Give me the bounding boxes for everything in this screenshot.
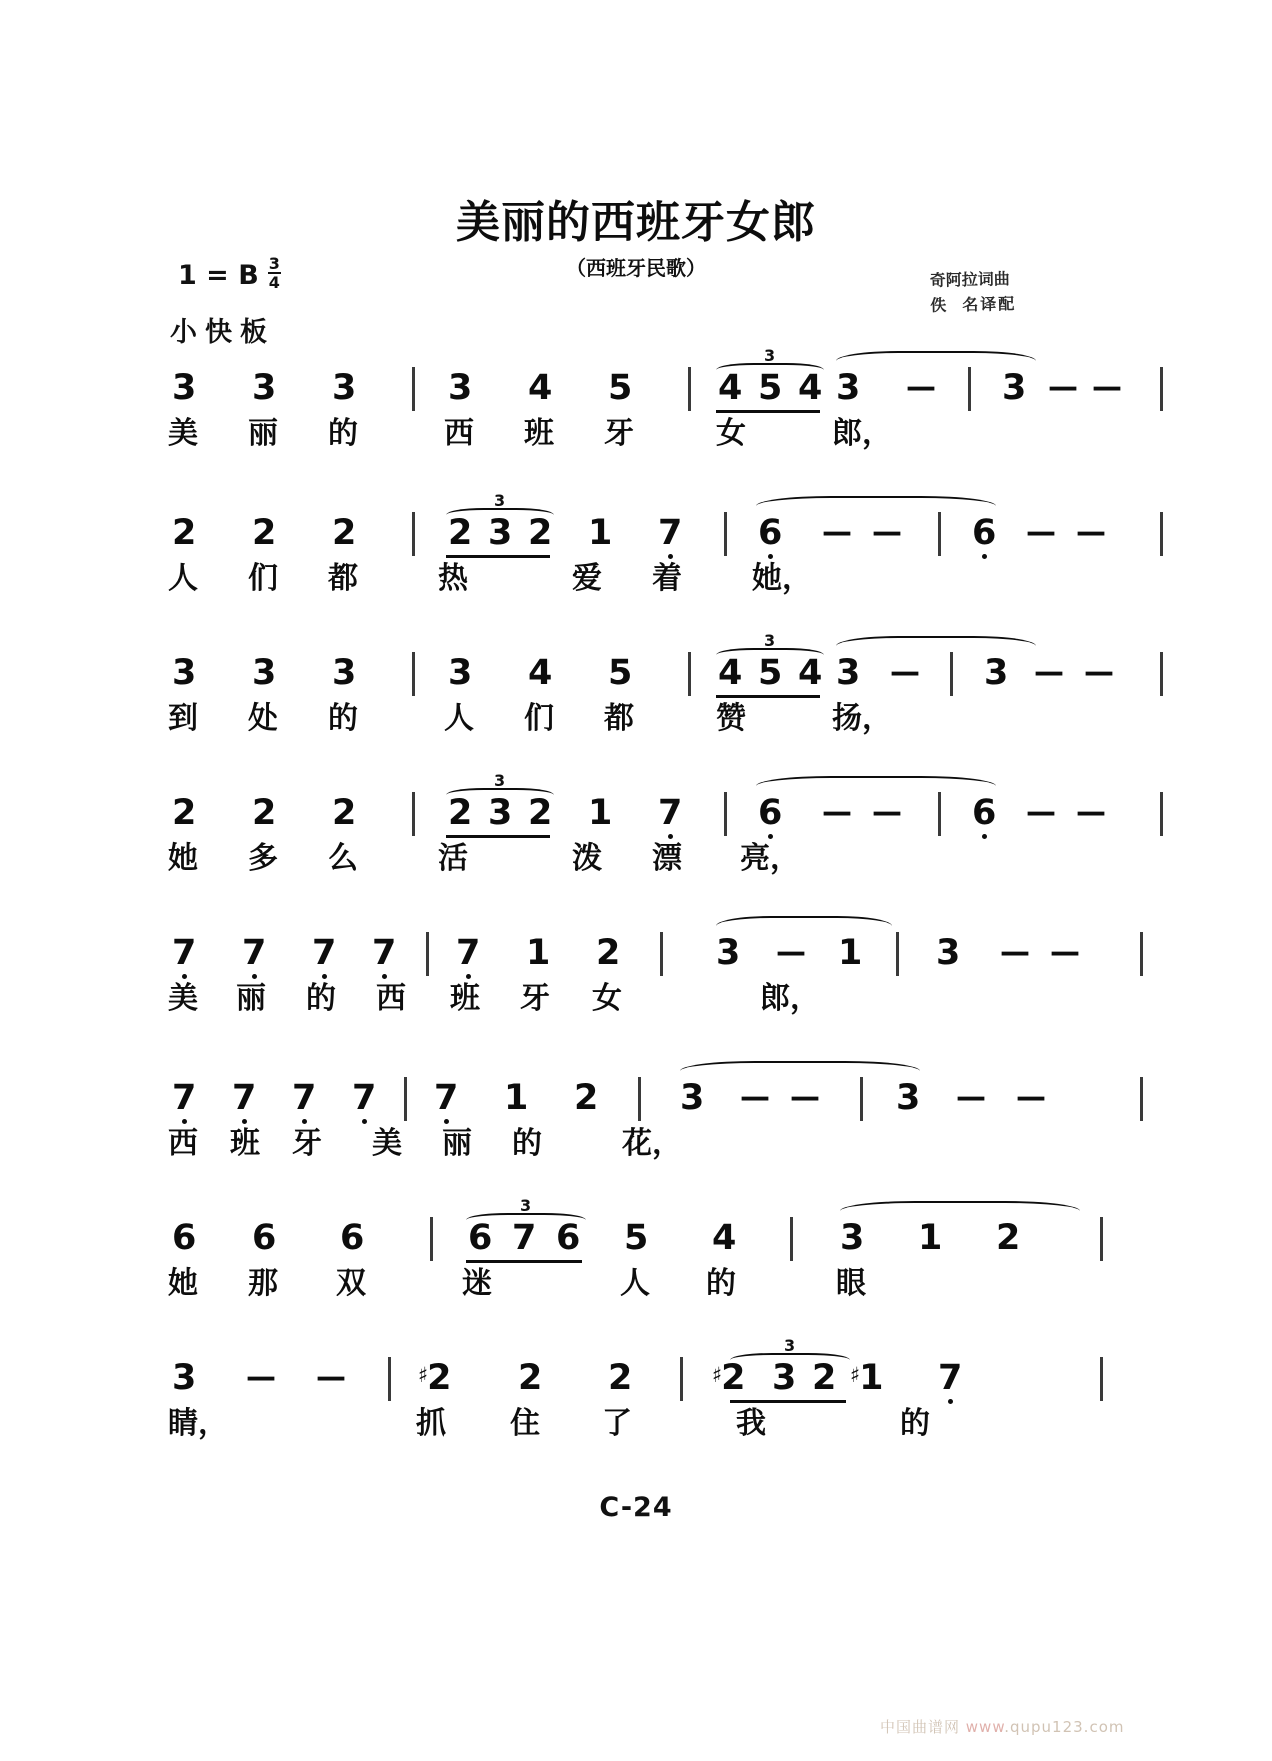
note: 5 <box>758 653 783 693</box>
lyric: 处 <box>248 701 278 736</box>
note: — <box>1026 515 1056 550</box>
note-row: 2 2 2 3 2 3 2 1 7 6 — — 6 — — <box>160 500 1140 562</box>
music-system-3 <box>160 631 1140 768</box>
note: 6 <box>252 1218 277 1258</box>
note: 2 <box>448 513 473 553</box>
lyric: 抓 <box>416 1406 446 1441</box>
note: 3 <box>488 793 513 833</box>
barline <box>1140 1077 1143 1121</box>
lyric: 班 <box>230 1126 260 1161</box>
lyric: 了 <box>602 1406 632 1441</box>
lyric: 牙 <box>520 981 550 1016</box>
octave-dot-low <box>466 974 471 979</box>
lyric: 丽 <box>442 1126 472 1161</box>
note: 5 <box>758 368 783 408</box>
note: 7 <box>938 1358 963 1398</box>
note: 6 <box>468 1218 493 1258</box>
note: 5 <box>624 1218 649 1258</box>
music-system-5 <box>160 920 1140 1048</box>
beam <box>446 835 550 838</box>
lyric: 漂 <box>652 841 682 876</box>
note: 4 <box>718 653 743 693</box>
lyric: 我 <box>736 1406 766 1441</box>
note: — <box>1050 935 1080 970</box>
note: — <box>1084 655 1114 690</box>
note: — <box>1092 370 1122 405</box>
lyric: 泼 <box>572 841 602 876</box>
tempo-marking: 小快板 <box>170 317 275 348</box>
note: 2 <box>608 1358 633 1398</box>
note: 6 <box>972 513 997 553</box>
barline <box>412 367 415 411</box>
note: — <box>1016 1080 1046 1115</box>
lyric-row <box>160 1127 1140 1177</box>
note: 2 <box>596 933 621 973</box>
note: 4 <box>528 368 553 408</box>
music-system-8 <box>160 1336 1140 1473</box>
note: 3 <box>332 368 357 408</box>
beam <box>466 1260 582 1263</box>
barline <box>860 1077 863 1121</box>
note: 7 <box>312 933 337 973</box>
tie <box>680 1061 920 1081</box>
note: — <box>1076 795 1106 830</box>
lyric-row <box>160 1407 1140 1457</box>
barline <box>938 792 941 836</box>
note: ♯2 <box>712 1358 746 1398</box>
barline <box>968 367 971 411</box>
lyric: 的 <box>900 1406 930 1441</box>
note: 7 <box>292 1078 317 1118</box>
lyric: 她 <box>168 841 198 876</box>
lyric-row <box>160 1267 1140 1317</box>
note: 5 <box>608 653 633 693</box>
barline <box>1160 367 1163 411</box>
note: ♯1 <box>850 1358 884 1398</box>
music-system-6 <box>160 1065 1140 1193</box>
note: 2 <box>574 1078 599 1118</box>
note: 1 <box>504 1078 529 1118</box>
lyric: 西 <box>168 1126 198 1161</box>
credit-composer: 奇阿拉词曲 <box>929 269 1010 290</box>
lyric: 到 <box>168 701 198 736</box>
key-signature <box>178 254 281 294</box>
lyric: 美 <box>168 981 198 1016</box>
note: 4 <box>712 1218 737 1258</box>
octave-dot-low <box>182 1119 187 1124</box>
note: 2 <box>252 513 277 553</box>
note: 3 <box>172 1358 197 1398</box>
note: 1 <box>526 933 551 973</box>
octave-dot-low <box>362 1119 367 1124</box>
lyric: 的 <box>306 981 336 1016</box>
note: 3 <box>772 1358 797 1398</box>
note: 6 <box>758 793 783 833</box>
beam <box>446 555 550 558</box>
lyric: 的 <box>328 416 358 451</box>
note-row: 6 6 6 3 6 7 6 5 4 3 1 2 <box>160 1205 1140 1267</box>
note: 2 <box>252 793 277 833</box>
lyric: 丽 <box>248 416 278 451</box>
octave-dot-low <box>768 554 773 559</box>
note: 3 <box>172 653 197 693</box>
note: 3 <box>984 653 1009 693</box>
lyric: 住 <box>510 1406 540 1441</box>
note: 7 <box>352 1078 377 1118</box>
octave-dot-low <box>302 1119 307 1124</box>
note: 6 <box>758 513 783 553</box>
note: 3 <box>448 653 473 693</box>
barline <box>938 512 941 556</box>
octave-dot-low <box>948 1399 953 1404</box>
octave-dot-low <box>322 974 327 979</box>
note: 4 <box>798 368 823 408</box>
lyric: 女 <box>592 981 622 1016</box>
note: 3 <box>716 933 741 973</box>
tie <box>840 1201 1080 1221</box>
lyric: 班 <box>524 416 554 451</box>
lyric: 热 <box>438 561 468 596</box>
lyric: 人 <box>168 561 198 596</box>
note-row <box>160 1065 1140 1127</box>
note: — <box>872 515 902 550</box>
note: 6 <box>556 1218 581 1258</box>
sharp-icon: ♯ <box>712 1363 723 1387</box>
octave-dot-low <box>668 834 673 839</box>
lyric-row <box>160 842 1140 892</box>
lyric-row <box>160 982 1140 1032</box>
lyric: 郎， <box>760 981 820 1016</box>
note: — <box>316 1360 346 1395</box>
lyric: 女 <box>716 416 746 451</box>
lyric: 亮， <box>740 841 800 876</box>
lyric: 美 <box>168 416 198 451</box>
barline <box>412 512 415 556</box>
barline <box>790 1217 793 1261</box>
lyric: 人 <box>444 701 474 736</box>
lyric: 牙 <box>604 416 634 451</box>
time-signature-numerator: 3 <box>268 254 280 273</box>
lyric: 的 <box>706 1266 736 1301</box>
barline <box>1160 652 1163 696</box>
note: 1 <box>588 793 613 833</box>
watermark: 中国曲谱网 www.qupu123.com <box>880 1718 1125 1736</box>
note: 3 <box>680 1078 705 1118</box>
octave-dot-low <box>982 554 987 559</box>
note: 2 <box>996 1218 1021 1258</box>
barline <box>896 932 899 976</box>
barline <box>388 1357 391 1401</box>
note: 2 <box>448 793 473 833</box>
note-row: 3 3 3 3 4 5 3 4 5 4 3 — 3 — — <box>160 640 1140 702</box>
note: 2 <box>172 793 197 833</box>
note: 6 <box>972 793 997 833</box>
barline <box>688 367 691 411</box>
lyric: 眼 <box>836 1266 866 1301</box>
key-label: 1 = B <box>178 260 259 292</box>
note: 2 <box>812 1358 837 1398</box>
note: — <box>890 655 920 690</box>
barline <box>1100 1357 1103 1401</box>
note-row: 3 — — ♯2 2 2 3 ♯2 3 2 ♯1 7 <box>160 1345 1140 1407</box>
note: 7 <box>242 933 267 973</box>
lyric: 都 <box>328 561 358 596</box>
tie <box>756 776 996 796</box>
note: 1 <box>838 933 863 973</box>
music-system-4 <box>160 771 1140 908</box>
octave-dot-low <box>382 974 387 979</box>
note: 7 <box>372 933 397 973</box>
note: 7 <box>456 933 481 973</box>
barline <box>688 652 691 696</box>
barline <box>638 1077 641 1121</box>
lyric: 爱 <box>572 561 602 596</box>
note: — <box>740 1080 770 1115</box>
note: — <box>1076 515 1106 550</box>
note: — <box>246 1360 276 1395</box>
octave-dot-low <box>444 1119 449 1124</box>
note: 4 <box>718 368 743 408</box>
barline <box>724 512 727 556</box>
time-signature <box>268 256 281 292</box>
note: 2 <box>172 513 197 553</box>
barline <box>412 792 415 836</box>
lyric: 人 <box>620 1266 650 1301</box>
lyric: 们 <box>248 561 278 596</box>
tie <box>716 916 892 936</box>
lyric: 都 <box>604 701 634 736</box>
note: — <box>1048 370 1078 405</box>
note: 6 <box>340 1218 365 1258</box>
lyric: 她 <box>168 1266 198 1301</box>
barline <box>1140 932 1143 976</box>
note: 1 <box>918 1218 943 1258</box>
note: ♯2 <box>418 1358 452 1398</box>
octave-dot-low <box>252 974 257 979</box>
music-system-7 <box>160 1196 1140 1333</box>
barline <box>430 1217 433 1261</box>
note: 2 <box>332 793 357 833</box>
lyric: 美 <box>372 1126 402 1161</box>
note: — <box>956 1080 986 1115</box>
lyric: 们 <box>524 701 554 736</box>
note: 4 <box>798 653 823 693</box>
note: — <box>822 515 852 550</box>
note: 7 <box>172 933 197 973</box>
octave-dot-low <box>242 1119 247 1124</box>
lyric: 双 <box>336 1266 366 1301</box>
lyric-row <box>160 417 1140 467</box>
note: 3 <box>332 653 357 693</box>
barline <box>950 652 953 696</box>
note: 2 <box>528 793 553 833</box>
beam <box>716 410 820 413</box>
lyric: 的 <box>328 701 358 736</box>
note: 7 <box>434 1078 459 1118</box>
note: 5 <box>608 368 633 408</box>
octave-dot-low <box>982 834 987 839</box>
credits <box>929 267 1016 318</box>
beam <box>730 1400 846 1403</box>
barline <box>1100 1217 1103 1261</box>
lyric: 迷 <box>462 1266 492 1301</box>
note-row: 2 2 2 3 2 3 2 1 7 6 — — 6 — — <box>160 780 1140 842</box>
barline <box>1160 512 1163 556</box>
barline <box>1160 792 1163 836</box>
lyric: 赞 <box>716 701 746 736</box>
lyric: 郎， <box>832 416 892 451</box>
tie <box>756 496 996 516</box>
note: — <box>1026 795 1056 830</box>
lyric: 睛， <box>168 1406 228 1441</box>
note-row <box>160 920 1140 982</box>
lyric: 花， <box>622 1126 682 1161</box>
lyric: 么 <box>328 841 358 876</box>
page-number: C-24 <box>599 1492 673 1523</box>
note: 2 <box>528 513 553 553</box>
note: — <box>822 795 852 830</box>
music-system-1 <box>160 346 1140 483</box>
note: 4 <box>528 653 553 693</box>
note: 7 <box>658 793 683 833</box>
lyric: 西 <box>376 981 406 1016</box>
note: 3 <box>172 368 197 408</box>
note: 3 <box>488 513 513 553</box>
note: 3 <box>252 653 277 693</box>
note: 3 <box>836 368 861 408</box>
barline <box>404 1077 407 1121</box>
note: — <box>872 795 902 830</box>
lyric: 着 <box>652 561 682 596</box>
note: 3 <box>1002 368 1027 408</box>
note: 3 <box>448 368 473 408</box>
page-title: 美丽的西班牙女郎 <box>456 197 816 248</box>
barline <box>724 792 727 836</box>
octave-dot-low <box>668 554 673 559</box>
note: 7 <box>512 1218 537 1258</box>
note: 2 <box>332 513 357 553</box>
credit-translator: 佚 名译配 <box>930 293 1017 315</box>
lyric: 丽 <box>236 981 266 1016</box>
note-row: 3 3 3 3 4 5 3 4 5 4 3 — 3 — — <box>160 355 1140 417</box>
beam <box>716 695 820 698</box>
note: — <box>776 935 806 970</box>
note: — <box>906 370 936 405</box>
music-system-2 <box>160 491 1140 628</box>
sharp-icon: ♯ <box>850 1363 861 1387</box>
lyric-row <box>160 702 1140 752</box>
note: — <box>790 1080 820 1115</box>
note: 3 <box>252 368 277 408</box>
note: 3 <box>836 653 861 693</box>
barline <box>412 652 415 696</box>
note: 1 <box>588 513 613 553</box>
lyric: 西 <box>444 416 474 451</box>
lyric: 扬， <box>832 701 892 736</box>
lyric: 她， <box>752 561 812 596</box>
barline <box>660 932 663 976</box>
note: 3 <box>840 1218 865 1258</box>
note: 3 <box>896 1078 921 1118</box>
note: 6 <box>172 1218 197 1258</box>
lyric: 班 <box>450 981 480 1016</box>
lyric: 的 <box>512 1126 542 1161</box>
note: 7 <box>172 1078 197 1118</box>
note: — <box>1034 655 1064 690</box>
octave-dot-low <box>768 834 773 839</box>
time-signature-denominator: 4 <box>268 273 280 293</box>
note: 7 <box>232 1078 257 1118</box>
note: 2 <box>518 1358 543 1398</box>
barline <box>426 932 429 976</box>
note: 7 <box>658 513 683 553</box>
subtitle: （西班牙民歌） <box>566 256 706 280</box>
lyric: 活 <box>438 841 468 876</box>
lyric-row <box>160 562 1140 612</box>
lyric: 多 <box>248 841 278 876</box>
sharp-icon: ♯ <box>418 1363 429 1387</box>
lyric: 牙 <box>292 1126 322 1161</box>
note: — <box>1000 935 1030 970</box>
barline <box>680 1357 683 1401</box>
lyric: 那 <box>248 1266 278 1301</box>
octave-dot-low <box>182 974 187 979</box>
note: 3 <box>936 933 961 973</box>
